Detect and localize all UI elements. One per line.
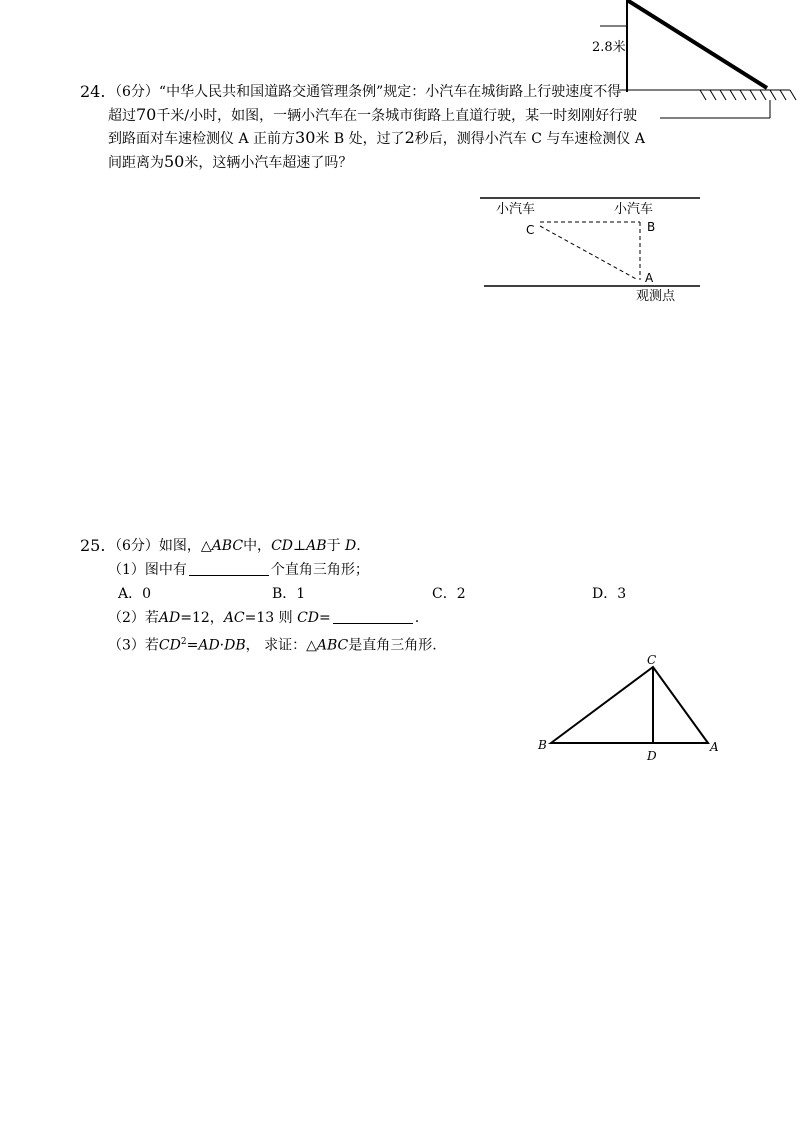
- q25-part1-b: 个直角三角形；: [270, 562, 369, 578]
- triangle-abc: [551, 667, 708, 743]
- q25-intro-end: .: [356, 538, 361, 554]
- q24-line3-c: 秒后，测得小汽车 C 与车速检测仪 A: [414, 131, 645, 147]
- q25-part2-ac: AC: [223, 610, 245, 626]
- q25-part1-a: （1）图中有: [108, 562, 187, 578]
- q25-option-d: D．3: [592, 586, 627, 602]
- q24-distance-ac: 50: [164, 152, 185, 171]
- q24-line4-a: 间距离为: [108, 155, 164, 171]
- q25-part2-ad: AD: [158, 610, 181, 626]
- q24-number: 24.: [80, 82, 106, 101]
- q24-car-right-label: 小汽车: [614, 202, 654, 217]
- q24-line4-b: 米，这辆小汽车超速了吗？: [184, 155, 353, 171]
- q25-number: 25.: [80, 536, 106, 555]
- q25-intro-ab: AB: [306, 538, 327, 554]
- q25-part3-c: 是直角三角形.: [348, 637, 437, 654]
- q25-point-a: A: [710, 740, 719, 754]
- q24-line1-text: （6分）“中华人民共和国道路交通管理条例”规定：小汽车在城街路上行驶速度不得: [108, 84, 622, 100]
- q25-option-c: C．2: [432, 586, 466, 602]
- q25-part2-a: （2）若: [108, 610, 159, 626]
- q24-point-a: A: [645, 271, 654, 285]
- q25-intro-c: 于: [326, 538, 341, 554]
- q25-part2-eq3: =: [319, 610, 331, 626]
- q25-intro-perp: ⊥: [293, 538, 307, 554]
- q25-option-b: B．1: [272, 586, 306, 602]
- q25-part2-end: .: [414, 610, 420, 626]
- q25-part2-cd: CD: [297, 610, 320, 626]
- q25-intro-abc: ABC: [211, 538, 244, 554]
- q25-intro-b: 中，: [243, 538, 272, 554]
- q25-part3-b: ， 求证：△: [245, 637, 317, 654]
- q24-point-c: C: [526, 223, 535, 237]
- q25-part3-eq: =: [186, 637, 199, 654]
- q24-line3-b: 米 B 处，过了: [315, 131, 405, 147]
- q25-part2-eq1: =12，: [180, 610, 224, 626]
- q25-point-d: D: [647, 749, 657, 763]
- q25-option-a: A．0: [118, 586, 152, 602]
- q25-part2-eq2: =13 则: [244, 610, 293, 626]
- q24-distance-ab: 30: [295, 128, 316, 147]
- height-label: 2.8米: [592, 40, 626, 55]
- q24-observation-label: 观测点: [636, 289, 676, 304]
- q25-point-c: C: [647, 653, 657, 667]
- q24-point-b: B: [647, 220, 656, 234]
- q25-part3-adb: AD·DB: [198, 637, 246, 654]
- q25-intro-a: （6分）如图，△: [108, 538, 212, 554]
- q25-point-b: B: [538, 738, 547, 752]
- q24-car-left-label: 小汽车: [496, 202, 536, 217]
- q24-speed-limit: 70: [136, 105, 157, 124]
- q24-line2-b: 千米/小时，如图，一辆小汽车在一条城市街路上直道行驶，某一时刻刚好行驶: [156, 108, 638, 124]
- q24-line2-a: 超过: [108, 108, 136, 124]
- q24-line3-a: 到路面对车速检测仪 A 正前方: [108, 131, 296, 147]
- q24-time: 2: [404, 128, 415, 147]
- q25-part3-cd: CD: [158, 637, 181, 654]
- q25-part3-a: （3）若: [108, 637, 159, 654]
- q25-intro-d: D: [345, 538, 357, 554]
- q25-part3-abc: ABC: [316, 637, 349, 654]
- q25-intro-cd: CD: [271, 538, 293, 554]
- q25-part3-sup: 2: [180, 637, 187, 647]
